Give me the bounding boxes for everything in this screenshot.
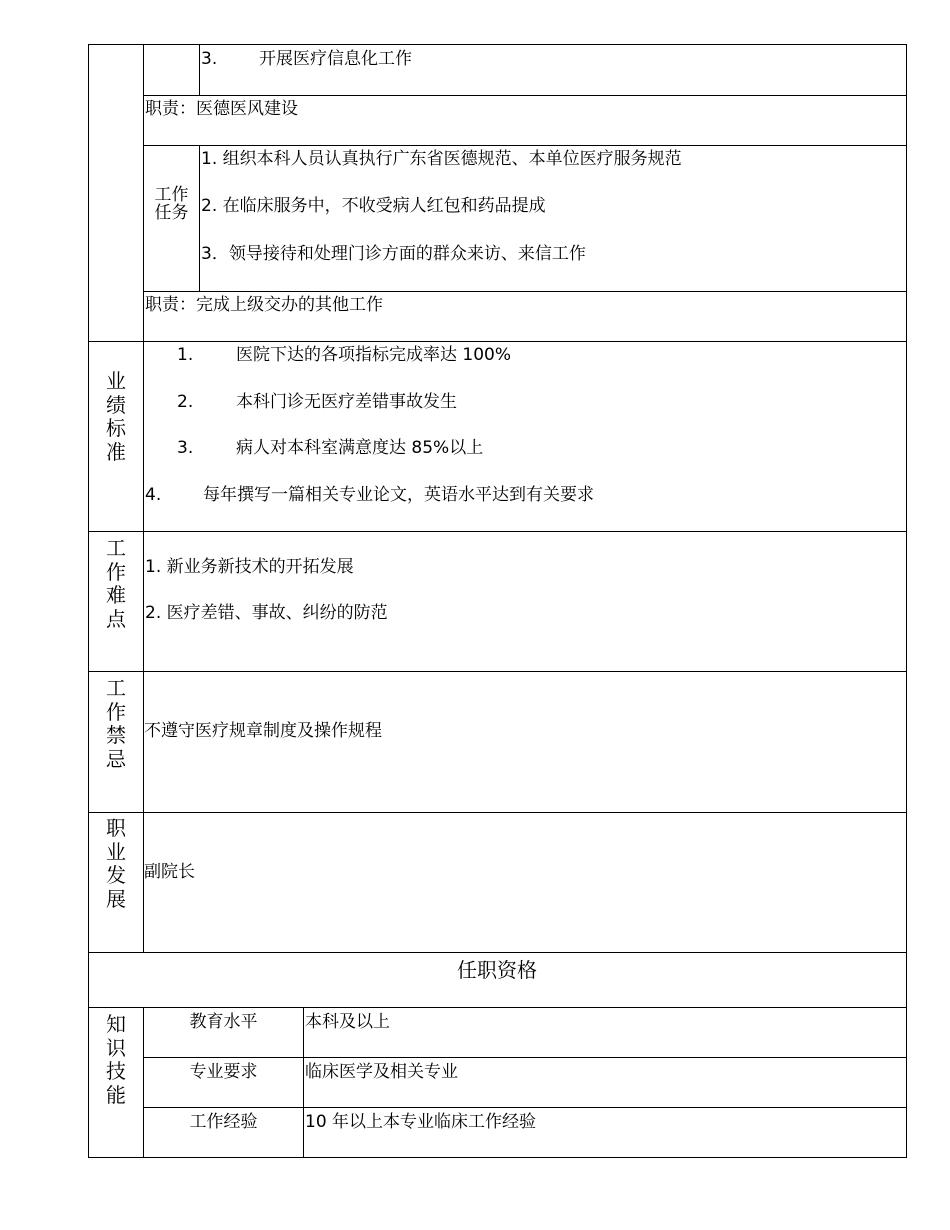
ethics-task-1: 1. 组织本科人员认真执行广东省医德规范、本单位医疗服务规范 [201, 149, 682, 169]
row-divider [88, 952, 907, 953]
row-divider [88, 531, 907, 532]
experience-value: 10 年以上本专业临床工作经验 [305, 1112, 537, 1132]
column-divider [199, 145, 200, 292]
difficulty-label: 工 作 难 点 [106, 536, 126, 631]
taboo-text: 不遵守医疗规章制度及操作规程 [144, 721, 382, 741]
major-value: 临床医学及相关专业 [305, 1062, 458, 1082]
row-divider [144, 1107, 907, 1108]
career-text: 副院长 [144, 862, 195, 882]
knowledge-label: 知 识 技 能 [106, 1012, 126, 1107]
difficulty-item-2: 2. 医疗差错、事故、纠纷的防范 [145, 603, 388, 623]
difficulty-item-1: 1. 新业务新技术的开拓发展 [145, 557, 354, 577]
row-divider [88, 1007, 907, 1008]
education-value: 本科及以上 [305, 1012, 390, 1032]
row-divider [144, 145, 907, 146]
duty-ethics: 职责：医德医风建设 [145, 99, 298, 119]
task-label: 工作 任务 [154, 185, 189, 223]
table-border-right [906, 44, 907, 1158]
table-border-bottom [88, 1157, 907, 1158]
ethics-task-2: 2. 在临床服务中，不收受病人红包和药品提成 [201, 196, 546, 216]
experience-key: 工作经验 [189, 1112, 258, 1132]
duty-other: 职责：完成上级交办的其他工作 [145, 295, 383, 315]
performance-item-4: 4. 每年撰写一篇相关专业论文，英语水平达到有关要求 [145, 485, 594, 505]
taboo-label: 工 作 禁 忌 [106, 676, 126, 771]
performance-item-3: 3. 病人对本科室满意度达 85%以上 [177, 438, 484, 458]
row-divider [88, 671, 907, 672]
row-divider [88, 812, 907, 813]
performance-label: 业 绩 标 准 [106, 369, 126, 464]
ethics-task-3: 3．领导接待和处理门诊方面的群众来访、来信工作 [201, 244, 586, 264]
qualification-header: 任职资格 [457, 958, 537, 982]
performance-item-1: 1. 医院下达的各项指标完成率达 100% [177, 345, 512, 365]
task-item-3: 3. 开展医疗信息化工作 [201, 49, 412, 69]
row-divider [144, 291, 907, 292]
table-border-top [88, 44, 907, 45]
column-divider [199, 44, 200, 96]
performance-item-2: 2. 本科门诊无医疗差错事故发生 [177, 392, 457, 412]
row-divider [144, 1057, 907, 1058]
major-key: 专业要求 [189, 1062, 258, 1082]
career-label: 职 业 发 展 [106, 816, 126, 911]
row-divider [88, 341, 907, 342]
education-key: 教育水平 [189, 1012, 258, 1032]
column-divider [303, 1007, 304, 1158]
row-divider [144, 95, 907, 96]
